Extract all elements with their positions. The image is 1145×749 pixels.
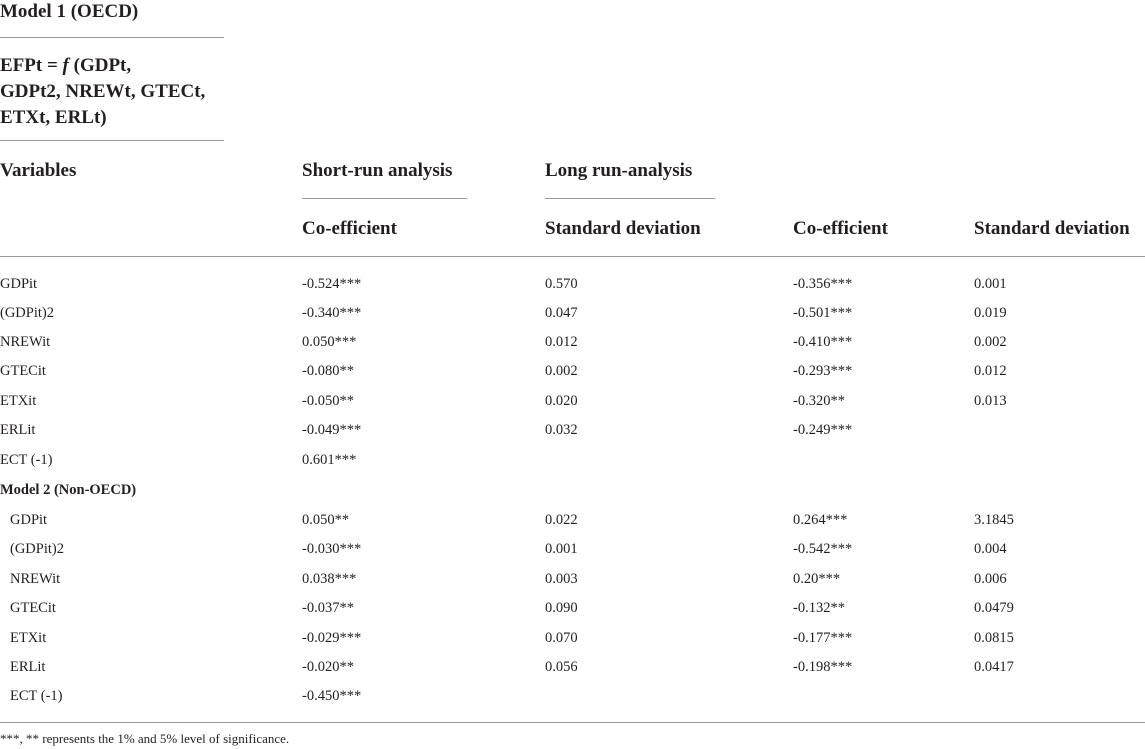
table-cell: -0.501*** [793,305,853,321]
divider [0,140,224,141]
table-cell: -0.198*** [793,659,853,675]
row-label: (GDPit)2 [10,541,64,557]
table-cell: -0.356*** [793,276,853,292]
divider [302,198,467,199]
divider [0,37,224,38]
table-cell: -0.037** [302,600,354,616]
footnote: ***, ** represents the 1% and 5% level of significance. [0,731,290,746]
table-bottom-rule [0,722,1145,723]
row-label: ERLit [0,422,36,438]
table-cell: -0.410*** [793,334,853,350]
equation-line-3: ETXt, ERLt) [0,107,107,128]
equation-line-1: EFPt = f (GDPt, [0,55,132,76]
row-label: ECT (-1) [0,452,53,468]
row-label: GTECit [0,363,46,379]
divider [545,198,715,199]
table-cell: 0.570 [545,276,578,292]
table-cell: -0.293*** [793,363,853,379]
table-cell: -0.029*** [302,630,362,646]
row-label: ECT (-1) [10,688,63,704]
table-cell: -0.542*** [793,541,853,557]
table-cell: 0.601*** [302,452,357,468]
table-cell: 0.038*** [302,571,357,587]
subheader-coefficient: Co-efficient [302,218,397,239]
row-label: NREWit [0,334,51,350]
table-cell: 0.0417 [974,659,1014,675]
variables-header: Variables [0,160,77,181]
table-cell: -0.450*** [302,688,362,704]
table-cell: 0.20*** [793,571,841,587]
table-cell: -0.080** [302,363,354,379]
table-cell: -0.320** [793,393,845,409]
row-label: NREWit [10,571,61,587]
table-cell: 0.002 [545,363,578,379]
table-cell: 0.056 [545,659,578,675]
long-run-header: Long run-analysis [545,160,693,181]
table-cell: 0.006 [974,571,1007,587]
short-run-header: Short-run analysis [302,160,453,181]
row-label: ETXit [10,630,47,646]
equation-line-2: GDPt2, NREWt, GTECt, [0,81,206,102]
table-cell: -0.132** [793,600,845,616]
table-cell: 0.070 [545,630,578,646]
table-cell: 0.047 [545,305,578,321]
row-label: GDPit [10,512,48,528]
table-cell: -0.049*** [302,422,362,438]
table-cell: 0.0815 [974,630,1014,646]
table-cell: 0.050*** [302,334,357,350]
table-cell: 0.001 [974,276,1007,292]
row-label: ETXit [0,393,37,409]
table-cell: 0.050** [302,512,350,528]
row-label: GDPit [0,276,38,292]
table-cell: -0.524*** [302,276,362,292]
subheader-coefficient: Co-efficient [793,218,888,239]
table-header-rule [0,256,1145,257]
subheader-std-dev: Standard deviation [974,218,1130,239]
table-cell: 0.020 [545,393,578,409]
row-label: (GDPit)2 [0,305,54,321]
table-cell: -0.050** [302,393,354,409]
table-cell: 0.090 [545,600,578,616]
table-cell: -0.030*** [302,541,362,557]
table-cell: 0.264*** [793,512,848,528]
model1-title: Model 1 (OECD) [0,1,139,22]
table-cell: -0.020** [302,659,354,675]
table-cell: 0.003 [545,571,578,587]
table-cell: 0.032 [545,422,578,438]
table-cell: 3.1845 [974,512,1014,528]
table-cell: -0.249*** [793,422,853,438]
row-label: ERLit [10,659,46,675]
table-cell: 0.022 [545,512,578,528]
table-cell: -0.177*** [793,630,853,646]
table-cell: 0.013 [974,393,1007,409]
table-cell: -0.340*** [302,305,362,321]
table-cell: 0.012 [974,363,1007,379]
table-cell: 0.012 [545,334,578,350]
model2-title: Model 2 (Non-OECD) [0,482,137,498]
table-cell: 0.002 [974,334,1007,350]
subheader-std-dev: Standard deviation [545,218,701,239]
row-label: GTECit [10,600,56,616]
table-cell: 0.004 [974,541,1007,557]
table-cell: 0.0479 [974,600,1014,616]
table-cell: 0.019 [974,305,1007,321]
table-cell: 0.001 [545,541,578,557]
